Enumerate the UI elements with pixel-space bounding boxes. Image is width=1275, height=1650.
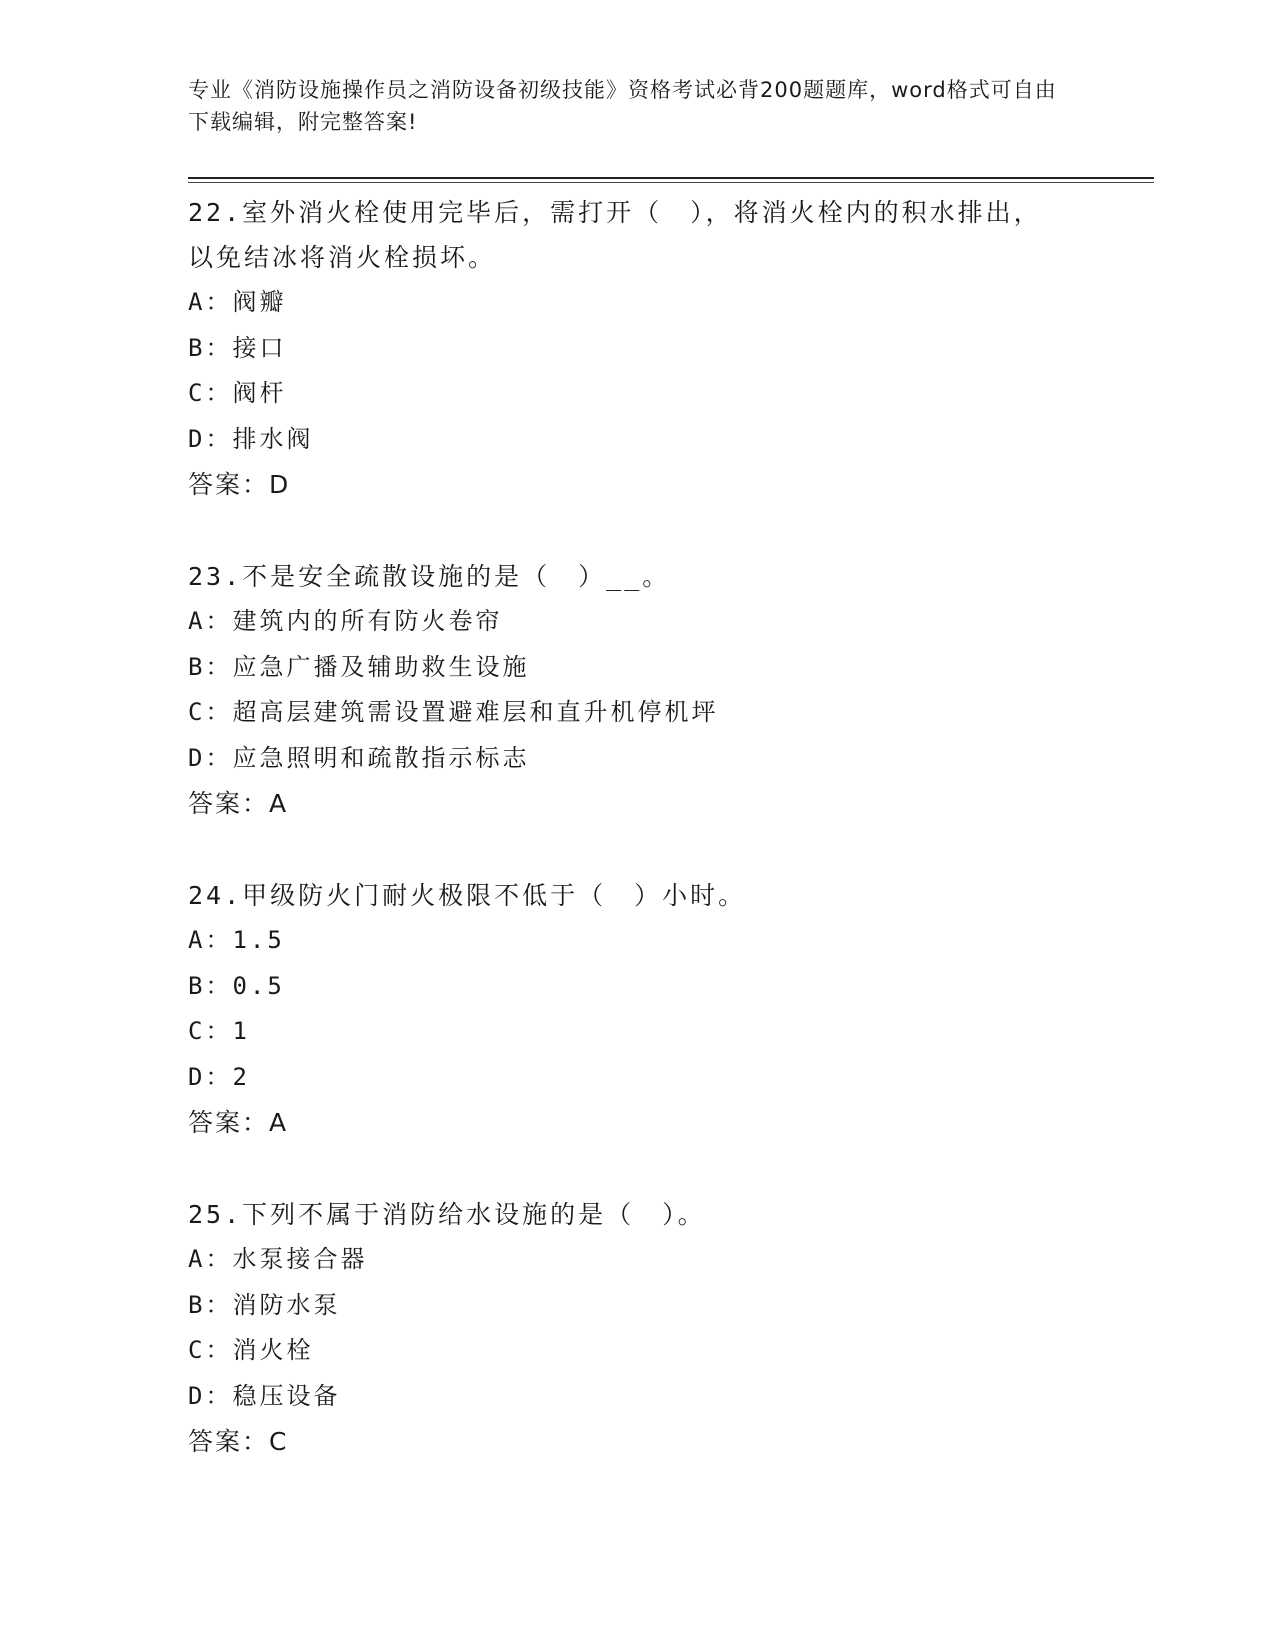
question-stem: 22.室外消火栓使用完毕后，需打开（ ），将消火栓内的积水排出， <box>188 198 1042 227</box>
answer-line: 答案：D <box>188 470 291 499</box>
option-d: D：排水阀 <box>188 424 314 453</box>
option-c: C：阀杆 <box>188 379 287 407</box>
option-c: C：1 <box>188 1017 250 1045</box>
option-d: D：2 <box>188 1062 250 1091</box>
option-d: D：应急照明和疏散指示标志 <box>188 743 530 772</box>
question-block-22 <box>188 190 1088 507</box>
question-block-23 <box>188 554 1088 826</box>
answer-line: 答案：C <box>188 1427 289 1456</box>
header-divider-thick <box>188 177 1154 179</box>
option-a: A：1.5 <box>188 926 285 954</box>
question-stem-continued: 以免结冰将消火栓损坏。 <box>188 243 497 272</box>
option-a: A：建筑内的所有防火卷帘 <box>188 607 503 635</box>
option-b: B：应急广播及辅助救生设施 <box>188 652 530 681</box>
option-a: A：阀瓣 <box>188 288 287 316</box>
document-header: 专业《消防设施操作员之消防设备初级技能》资格考试必背200题题库，word格式可自由下载编辑，附完整答案! <box>188 78 1057 134</box>
header-divider-thin <box>188 182 1154 183</box>
option-d: D：稳压设备 <box>188 1381 341 1410</box>
option-b: B：0.5 <box>188 971 285 1000</box>
question-stem: 24.甲级防火门耐火极限不低于（ ）小时。 <box>188 881 747 910</box>
option-a: A：水泵接合器 <box>188 1245 368 1273</box>
question-list <box>188 190 1088 1511</box>
option-c: C：消火栓 <box>188 1336 314 1364</box>
option-b: B：接口 <box>188 333 287 362</box>
question-block-24 <box>188 873 1088 1145</box>
option-c: C：超高层建筑需设置避难层和直升机停机坪 <box>188 698 719 726</box>
answer-line: 答案：A <box>188 789 289 818</box>
question-stem: 23.不是安全疏散设施的是（ ）__。 <box>188 562 671 591</box>
question-stem: 25.下列不属于消防给水设施的是（ ）。 <box>188 1200 706 1229</box>
option-b: B：消防水泵 <box>188 1290 341 1319</box>
answer-line: 答案：A <box>188 1108 289 1137</box>
question-block-25 <box>188 1192 1088 1464</box>
